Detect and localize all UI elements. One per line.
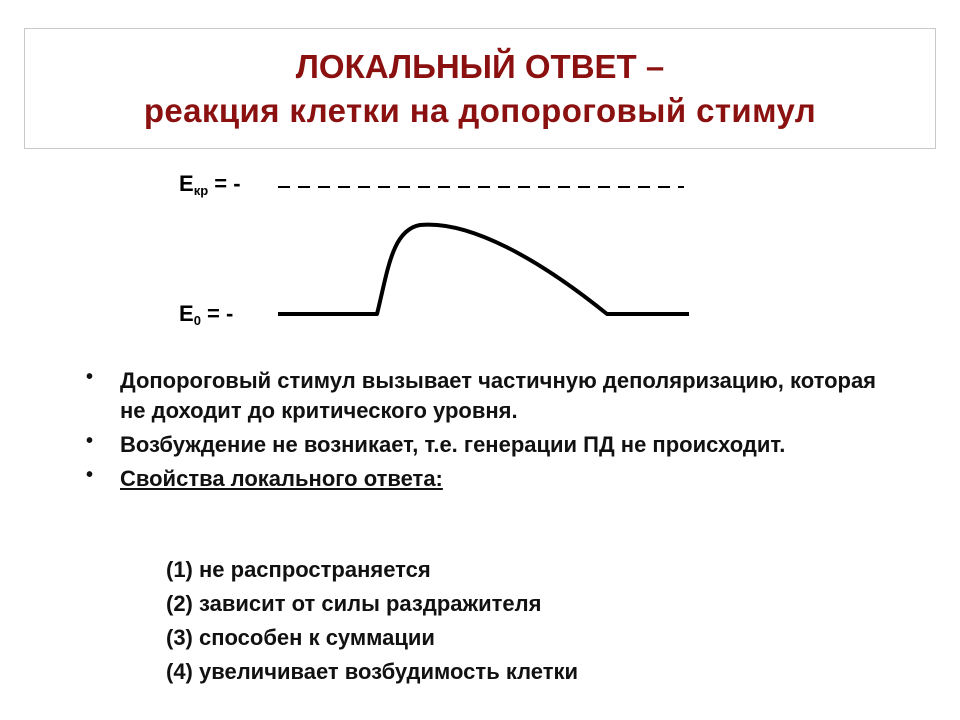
property-1: (1) не распространяется <box>166 557 431 582</box>
property-3: (3) способен к суммации <box>166 625 435 650</box>
ekr-equals: = - <box>208 171 241 196</box>
property-2: (2) зависит от силы раздражителя <box>166 591 542 616</box>
diagram-svg <box>0 150 960 370</box>
bullet-marker: • <box>86 366 94 388</box>
bullet-marker: • <box>86 464 94 486</box>
bullet-list <box>86 366 906 498</box>
title-line-1: ЛОКАЛЬНЫЙ ОТВЕТ – <box>295 47 665 85</box>
bullet-text-2: Возбуждение не возникает, т.е. генерации ПД не происходит. <box>120 432 786 457</box>
bullet-item-1 <box>86 366 906 426</box>
title-box <box>24 28 936 149</box>
properties-list <box>166 553 578 689</box>
e0-equals: = - <box>200 301 234 326</box>
e0-symbol: E <box>179 301 194 326</box>
e0-subscript: 0 <box>193 313 201 328</box>
ekr-symbol: E <box>179 171 194 196</box>
title-line-2: реакция клетки на допороговый стимул <box>143 91 817 129</box>
local-response-diagram <box>0 150 960 370</box>
ekr-subscript: кр <box>193 183 209 198</box>
bullet-text-3: Свойства локального ответа: <box>120 466 443 491</box>
local-response-curve <box>278 225 689 314</box>
bullet-item-3 <box>86 464 906 494</box>
bullet-marker: • <box>86 430 94 452</box>
property-4: (4) увеличивает возбудимость клетки <box>166 659 579 684</box>
bullet-text-1: Допороговый стимул вызывает частичную деполяризацию, которая не доходит до критического уровня. <box>120 368 877 423</box>
bullet-item-2 <box>86 430 906 460</box>
